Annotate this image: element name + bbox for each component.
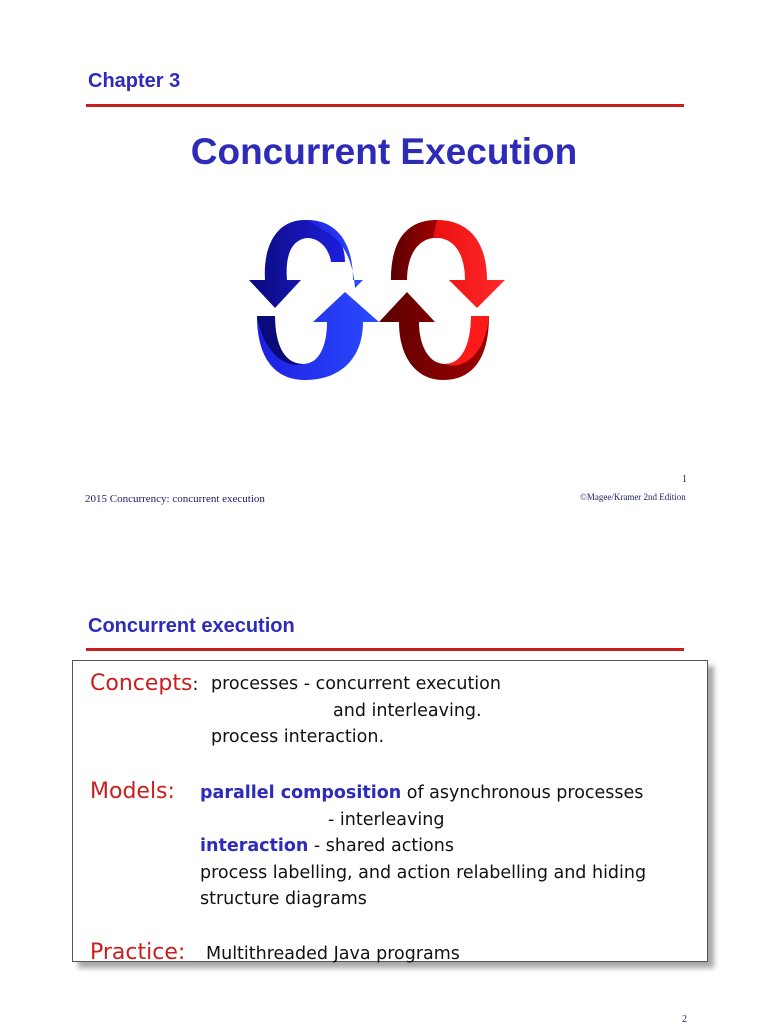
slide-title: Concurrent execution <box>88 615 295 637</box>
red-arrows-icon <box>379 220 505 380</box>
concepts-colon: : <box>192 675 199 695</box>
interaction-term: interaction <box>200 836 309 856</box>
concepts-line-2: and interleaving. <box>333 701 482 721</box>
concepts-label <box>90 671 198 696</box>
content-box <box>72 660 708 965</box>
models-line-1-rest: of asynchronous processes <box>401 783 644 803</box>
models-line-1 <box>200 783 643 803</box>
page-number: 2 <box>682 1014 687 1025</box>
models-line-3-rest: - shared actions <box>308 836 454 856</box>
footer-course-label: 2015 Concurrency: concurrent execution <box>85 493 265 505</box>
page-number: 1 <box>682 474 687 485</box>
models-line-2: - interleaving <box>328 810 445 830</box>
page-title: Concurrent Execution <box>190 131 578 172</box>
parallel-composition-term: parallel composition <box>200 783 402 803</box>
header-rule <box>86 104 684 107</box>
models-line-3 <box>200 836 454 856</box>
circular-arrows-icon <box>245 218 510 383</box>
concepts-line-3: process interaction. <box>211 727 385 747</box>
header-rule <box>86 648 684 651</box>
models-label: Models: <box>90 779 175 804</box>
footer-copyright: ©Magee/Kramer 2nd Edition <box>580 492 686 502</box>
practice-text: Multithreaded Java programs <box>206 944 460 964</box>
concepts-line-1: processes - concurrent execution <box>211 674 501 694</box>
models-line-5: structure diagrams <box>200 889 367 909</box>
concepts-label-text: Concepts <box>90 671 193 696</box>
blue-arrows-icon <box>249 220 379 380</box>
models-line-4: process labelling, and action relabelling and hiding <box>200 863 647 883</box>
practice-label: Practice: <box>90 940 186 965</box>
chapter-label: Chapter 3 <box>88 70 181 92</box>
